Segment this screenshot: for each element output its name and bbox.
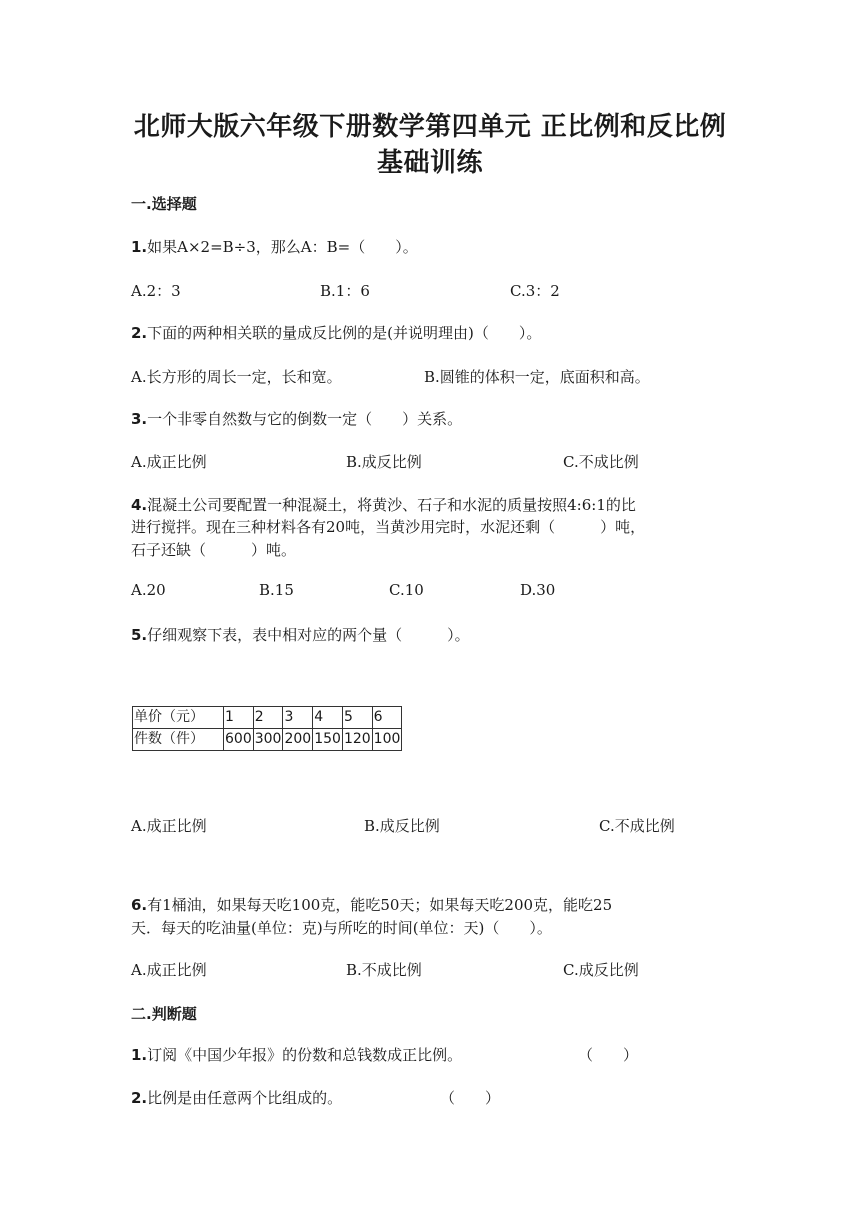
question-number: 6.: [131, 896, 148, 914]
table-cell: 2: [253, 707, 283, 729]
question-text-line1: 混凝土公司要配置一种混凝土，将黄沙、石子和水泥的质量按照4:6:1的比: [147, 496, 636, 514]
option-b: B.不成比例: [346, 961, 422, 979]
table-cell: 200: [283, 729, 313, 751]
question-text-line1: 有1桶油，如果每天吃100克，能吃50天；如果每天吃200克，能吃25: [147, 896, 613, 914]
option-a: A.成正比例: [131, 817, 207, 835]
question-number: 3.: [131, 410, 148, 428]
table-cell: 1: [224, 707, 254, 729]
section-heading-choice: 一.选择题: [131, 195, 197, 213]
question-2: [131, 322, 541, 344]
question-number: 1.: [131, 1046, 148, 1064]
question-4: [131, 494, 636, 516]
question-text: 订阅《中国少年报》的份数和总钱数成正比例。: [147, 1046, 463, 1064]
question-text: 仔细观察下表，表中相对应的两个量（ ）。: [147, 626, 470, 644]
table-cell: 600: [224, 729, 254, 751]
question-5: [131, 624, 470, 646]
judgement-question-2: [131, 1087, 342, 1109]
option-b: B.成反比例: [364, 817, 440, 835]
question-number: 2.: [131, 1089, 148, 1107]
question-text: 比例是由任意两个比组成的。: [147, 1089, 343, 1107]
table-row: [133, 729, 402, 751]
table-row: [133, 707, 402, 729]
option-a: A.成正比例: [131, 961, 207, 979]
table-cell: 120: [342, 729, 372, 751]
judgement-question-1: [131, 1044, 462, 1066]
option-c: C.3：2: [510, 282, 560, 300]
option-a: A.长方形的周长一定，长和宽。: [131, 368, 342, 386]
option-a: A.2：3: [131, 282, 181, 300]
table-cell: 5: [342, 707, 372, 729]
question-number: 4.: [131, 496, 148, 514]
table-cell: 300: [253, 729, 283, 751]
question-1: [131, 236, 418, 258]
option-b: B.1：6: [320, 282, 370, 300]
option-c: C.成反比例: [563, 961, 639, 979]
option-c: C.10: [389, 581, 424, 599]
answer-blank[interactable]: （ ）: [578, 1046, 639, 1064]
option-c: C.不成比例: [563, 453, 639, 471]
option-b: B.15: [259, 581, 294, 599]
question-text: 一个非零自然数与它的倒数一定（ ）关系。: [147, 410, 463, 428]
option-b: B.成反比例: [346, 453, 422, 471]
question-6: [131, 894, 612, 916]
question-3: [131, 408, 462, 430]
option-d: D.30: [520, 581, 556, 599]
option-b: B.圆锥的体积一定，底面积和高。: [424, 368, 650, 386]
table-header-cell: 件数（件）: [133, 729, 224, 751]
table-cell: 3: [283, 707, 313, 729]
page-title: 北师大版六年级下册数学第四单元 正比例和反比例: [133, 112, 727, 142]
price-quantity-table: [132, 706, 402, 751]
question-6-line2: 天．每天的吃油量(单位：克)与所吃的时间(单位：天)（ ）。: [131, 919, 552, 937]
page-title-line2: 基础训练: [376, 148, 483, 178]
section-heading-judgement: 二.判断题: [131, 1005, 197, 1023]
question-number: 2.: [131, 324, 148, 342]
option-a: A.20: [131, 581, 166, 599]
option-c: C.不成比例: [599, 817, 675, 835]
question-text: 下面的两种相关联的量成反比例的是(并说明理由)（ ）。: [147, 324, 542, 342]
question-4-line2: 进行搅拌。现在三种材料各有20吨，当黄沙用完时，水泥还剩（ ）吨，: [131, 518, 646, 536]
answer-blank[interactable]: （ ）: [440, 1089, 501, 1107]
table-header-cell: 单价（元）: [133, 707, 224, 729]
question-4-line3: 石子还缺（ ）吨。: [131, 541, 297, 559]
question-number: 1.: [131, 238, 148, 256]
table-cell: 100: [372, 729, 402, 751]
table-cell: 150: [313, 729, 343, 751]
option-a: A.成正比例: [131, 453, 207, 471]
question-text: 如果A×2=B÷3，那么A：B=（ ）。: [147, 238, 418, 256]
table-cell: 6: [372, 707, 402, 729]
table-cell: 4: [313, 707, 343, 729]
question-number: 5.: [131, 626, 148, 644]
